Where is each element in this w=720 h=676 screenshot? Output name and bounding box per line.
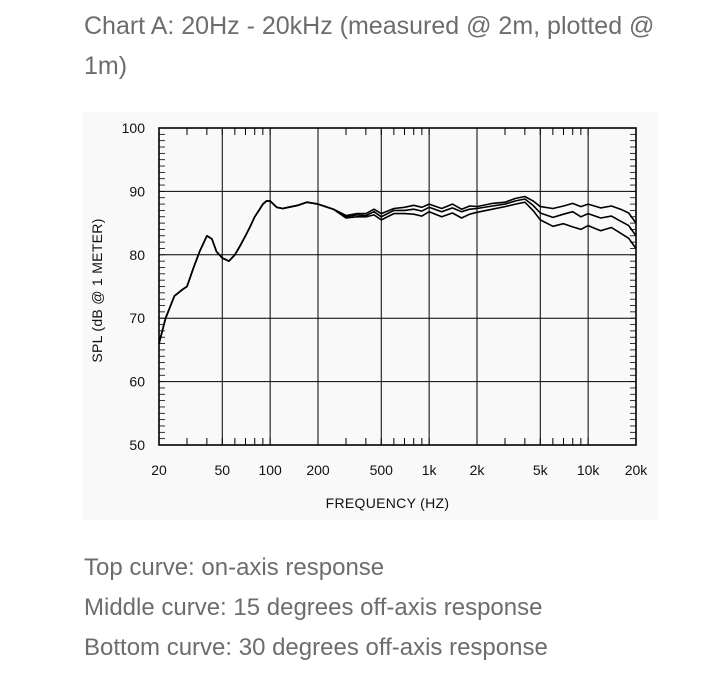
x-tick-labels [151, 462, 648, 478]
note-bottom-curve: Bottom curve: 30 degrees off-axis response [84, 634, 548, 661]
note-middle-curve: Middle curve: 15 degrees off-axis response [84, 594, 543, 621]
minor-ticks [159, 128, 636, 445]
x-tick-label: 50 [214, 462, 231, 478]
off-axis-30-curve [159, 201, 636, 344]
x-tick-label: 2k [469, 462, 485, 478]
y-tick-label: 50 [129, 437, 145, 453]
x-tick-label: 10k [576, 462, 600, 478]
response-curves [159, 197, 636, 344]
chart-svg [82, 112, 658, 520]
grid-lines [159, 128, 636, 445]
y-tick-label: 100 [121, 120, 145, 136]
x-tick-label: 20 [151, 462, 167, 478]
note-top-curve: Top curve: on-axis response [84, 554, 385, 581]
x-tick-label: 1k [421, 462, 437, 478]
y-tick-labels [122, 120, 146, 453]
frequency-response-chart [82, 112, 658, 520]
x-axis-title: FREQUENCY (HZ) [325, 495, 450, 511]
y-axis-title: SPL (dB @ 1 METER) [89, 218, 105, 363]
on-axis-curve [159, 197, 636, 344]
x-tick-label: 100 [258, 462, 282, 478]
y-tick-label: 70 [129, 310, 145, 327]
x-tick-label: 20k [624, 462, 648, 478]
y-tick-label: 80 [129, 246, 145, 263]
x-tick-label: 200 [306, 462, 330, 478]
x-tick-label: 500 [369, 462, 393, 478]
y-tick-label: 60 [129, 373, 145, 390]
x-tick-label: 5k [532, 462, 548, 478]
off-axis-15-curve [159, 199, 636, 344]
curve-notes [84, 548, 704, 668]
chart-heading: Chart A: 20Hz - 20kHz (measured @ 2m, plotted @ 1m) [84, 12, 655, 80]
plot-frame [159, 128, 636, 445]
y-tick-label: 90 [129, 183, 145, 200]
